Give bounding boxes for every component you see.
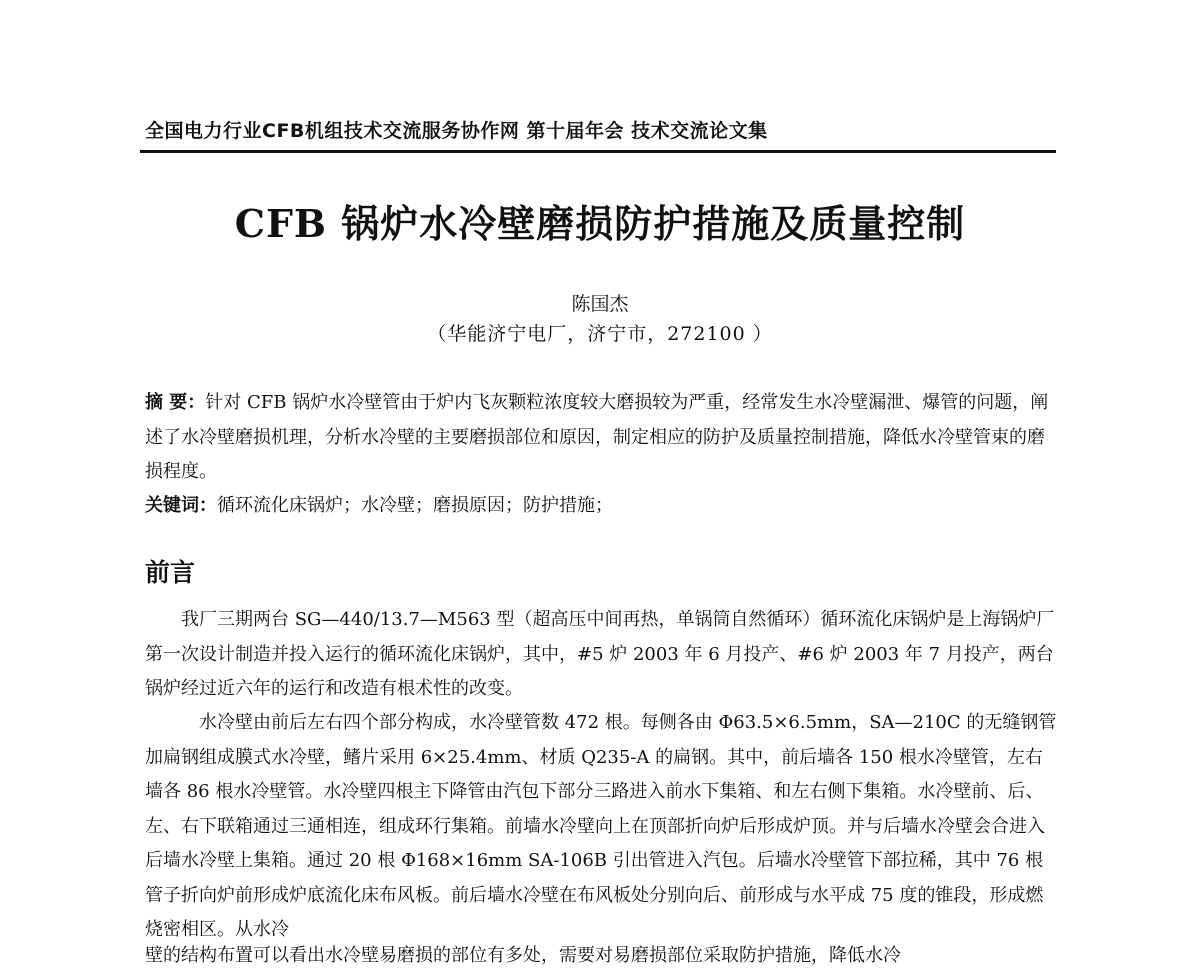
abstract	[145, 386, 1057, 490]
abstract-label: 摘 要：	[145, 392, 206, 413]
keywords-text: 循环流化床锅炉；水冷壁；磨损原因；防护措施；	[217, 495, 613, 516]
body-paragraph: 水冷壁由前后左右四个部分构成，水冷壁管数 472 根。每侧各由 Φ63.5×6.5mm，SA—210C 的无缝钢管加扁钢组成膜式水冷壁，鳍片采用 6×25.4mm、材质 Q235-A 的扁钢。其中，前后墙各 150 根水冷壁管，左右墙各 86 根水冷壁管。水冷壁四根主下降管由汽包下部分三路进入前水下集箱、和左右侧下集箱。水冷壁前、后、左、右下联箱通过三通相连，组成环行集箱。前墙水冷壁向上在顶部折向炉后形成炉顶。并与后墙水冷壁会合进入后墙水冷壁上集箱。通过 20 根 Φ168×16mm SA-106B 引出管进入汽包。后墙水冷壁管下部拉稀，其中 76 根管子折向炉前形成炉底流化床布风板。前后墙水冷壁在布风板处分别向后、前形成与水平成 75 度的锥段，形成燃烧密相区。从水冷	[145, 712, 1057, 940]
author-name: 陈国杰	[571, 293, 629, 315]
body-paragraph: 我厂三期两台 SG—440/13.7—M563 型（超高压中间再热，单锅筒自然循环）循环流化床锅炉是上海锅炉厂第一次设计制造并投入运行的循环流化床锅炉，其中，#5 炉 2003 年 6 月投产、#6 炉 2003 年 7 月投产，两台锅炉经过近六年的运行和改造有根术性的改变。	[145, 609, 1055, 699]
running-header: 全国电力行业CFB机组技术交流服务协作网 第十届年会 技术交流论文集	[145, 120, 768, 142]
keywords	[145, 489, 1057, 523]
author-affiliation: （华能济宁电厂，济宁市，272100 ）	[427, 323, 773, 345]
paper-title: CFB 锅炉水冷壁磨损防护措施及质量控制	[234, 201, 966, 246]
keywords-label: 关键词：	[145, 495, 217, 516]
cut-off-text-line: 壁的结构布置可以看出水冷壁易磨损的部位有多处，需要对易磨损部位采取防护措施，降低水冷	[145, 945, 901, 966]
section-heading: 前言	[145, 558, 196, 587]
abstract-text: 针对 CFB 锅炉水冷壁管由于炉内飞灰颗粒浓度较大磨损较为严重，经常发生水冷壁漏泄、爆管的问题，阐述了水冷壁磨损机理，分析水冷壁的主要磨损部位和原因，制定相应的防护及质量控制措施，降低水冷壁管束的磨损程度。	[145, 392, 1049, 482]
header-rule	[140, 150, 1056, 153]
